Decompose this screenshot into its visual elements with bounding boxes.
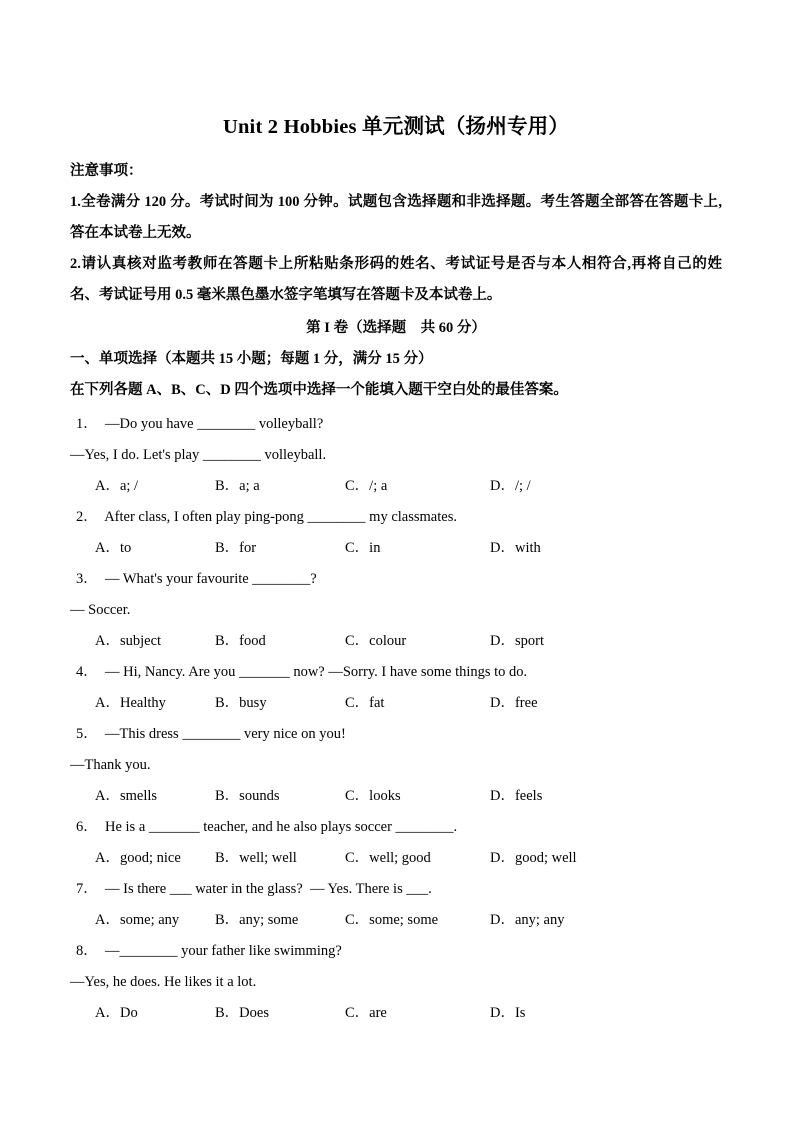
option-row	[70, 626, 722, 657]
option-a[interactable]: A．some; any	[95, 912, 180, 928]
question-stem: 8． —________ your father like swimming?	[76, 943, 342, 959]
notice-item-1: 1.全卷满分 120 分。考试时间为 100 分钟。试题包含选择题和非选择题。考生答题全部答在答题卡上, 答在本试卷上无效。	[70, 194, 722, 241]
option-c[interactable]: C．in	[345, 540, 381, 556]
option-row	[70, 998, 722, 1029]
option-b[interactable]: B．food	[215, 633, 266, 649]
option-a[interactable]: A．a; /	[95, 478, 139, 494]
question-stem: 1． —Do you have ________ volleyball?	[76, 416, 324, 432]
question-stem-continued: — Soccer.	[70, 602, 131, 618]
option-d[interactable]: D．/; /	[490, 478, 531, 494]
option-a[interactable]: A．subject	[95, 633, 162, 649]
question-item	[70, 812, 722, 874]
question-item	[70, 874, 722, 936]
question-stem: 4． — Hi, Nancy. Are you _______ now? —Sorry. I have some things to do.	[76, 664, 528, 680]
option-d[interactable]: D．free	[490, 695, 538, 711]
option-c[interactable]: C．fat	[345, 695, 385, 711]
question-item	[70, 657, 722, 719]
option-c[interactable]: C．well; good	[345, 850, 431, 866]
option-b[interactable]: B．Does	[215, 1005, 269, 1021]
option-b[interactable]: B．sounds	[215, 788, 280, 804]
question-stem-continued: —Yes, he does. He likes it a lot.	[70, 974, 257, 990]
question-stem: 5． —This dress ________ very nice on you!	[76, 726, 346, 742]
option-b[interactable]: B．well; well	[215, 850, 297, 866]
question-stem-continued: —Thank you.	[70, 757, 151, 773]
question-item	[70, 502, 722, 564]
page-content	[70, 112, 722, 1029]
section-heading: 一、单项选择（本题共 15 小题；每题 1 分，满分 15 分）	[70, 351, 433, 367]
question-stem: 3． — What's your favourite ________?	[76, 571, 317, 587]
option-d[interactable]: D．feels	[490, 788, 543, 804]
option-b[interactable]: B．busy	[215, 695, 267, 711]
option-d[interactable]: D．with	[490, 540, 541, 556]
question-stem: 7． — Is there ___ water in the glass? — Yes. There is ___.	[76, 881, 432, 897]
option-c[interactable]: C．are	[345, 1005, 387, 1021]
option-a[interactable]: A．good; nice	[95, 850, 181, 866]
option-b[interactable]: B．for	[215, 540, 257, 556]
section-instruction: 在下列各题 A、B、C、D 四个选项中选择一个能填入题干空白处的最佳答案。	[70, 382, 568, 398]
option-c[interactable]: C．colour	[345, 633, 407, 649]
option-c[interactable]: C．looks	[345, 788, 401, 804]
option-b[interactable]: B．any; some	[215, 912, 299, 928]
option-a[interactable]: A．Do	[95, 1005, 138, 1021]
option-b[interactable]: B．a; a	[215, 478, 260, 494]
notice-heading: 注意事项：	[70, 163, 143, 179]
question-item	[70, 409, 722, 502]
part-heading: 第 I 卷（选择题 共 60 分）	[306, 320, 486, 336]
option-c[interactable]: C．some; some	[345, 912, 439, 928]
option-row	[70, 688, 722, 719]
option-a[interactable]: A．smells	[95, 788, 158, 804]
question-stem: 2． After class, I often play ping-pong ________ my classmates.	[76, 509, 457, 525]
question-item	[70, 936, 722, 1029]
option-a[interactable]: A．Healthy	[95, 695, 166, 711]
question-stem: 6． He is a _______ teacher, and he also plays soccer ________.	[76, 819, 458, 835]
option-row	[70, 533, 722, 564]
option-d[interactable]: D．Is	[490, 1005, 526, 1021]
page-title: Unit 2 Hobbies 单元测试（扬州专用）	[222, 116, 570, 138]
option-row	[70, 905, 722, 936]
question-item	[70, 564, 722, 657]
option-row	[70, 843, 722, 874]
option-row	[70, 471, 722, 502]
notice-item-2: 2.请认真核对监考教师在答题卡上所粘贴条形码的姓名、考试证号是否与本人相符合,再将自己的姓名、考试证号用 0.5 毫米黑色墨水签字笔填写在答题卡及本试卷上。	[70, 256, 722, 303]
question-item	[70, 719, 722, 812]
option-d[interactable]: D．sport	[490, 633, 544, 649]
option-d[interactable]: D．good; well	[490, 850, 577, 866]
option-c[interactable]: C．/; a	[345, 478, 388, 494]
option-row	[70, 781, 722, 812]
option-a[interactable]: A．to	[95, 540, 132, 556]
question-stem-continued: —Yes, I do. Let's play ________ volleyball.	[70, 447, 327, 463]
option-d[interactable]: D．any; any	[490, 912, 565, 928]
